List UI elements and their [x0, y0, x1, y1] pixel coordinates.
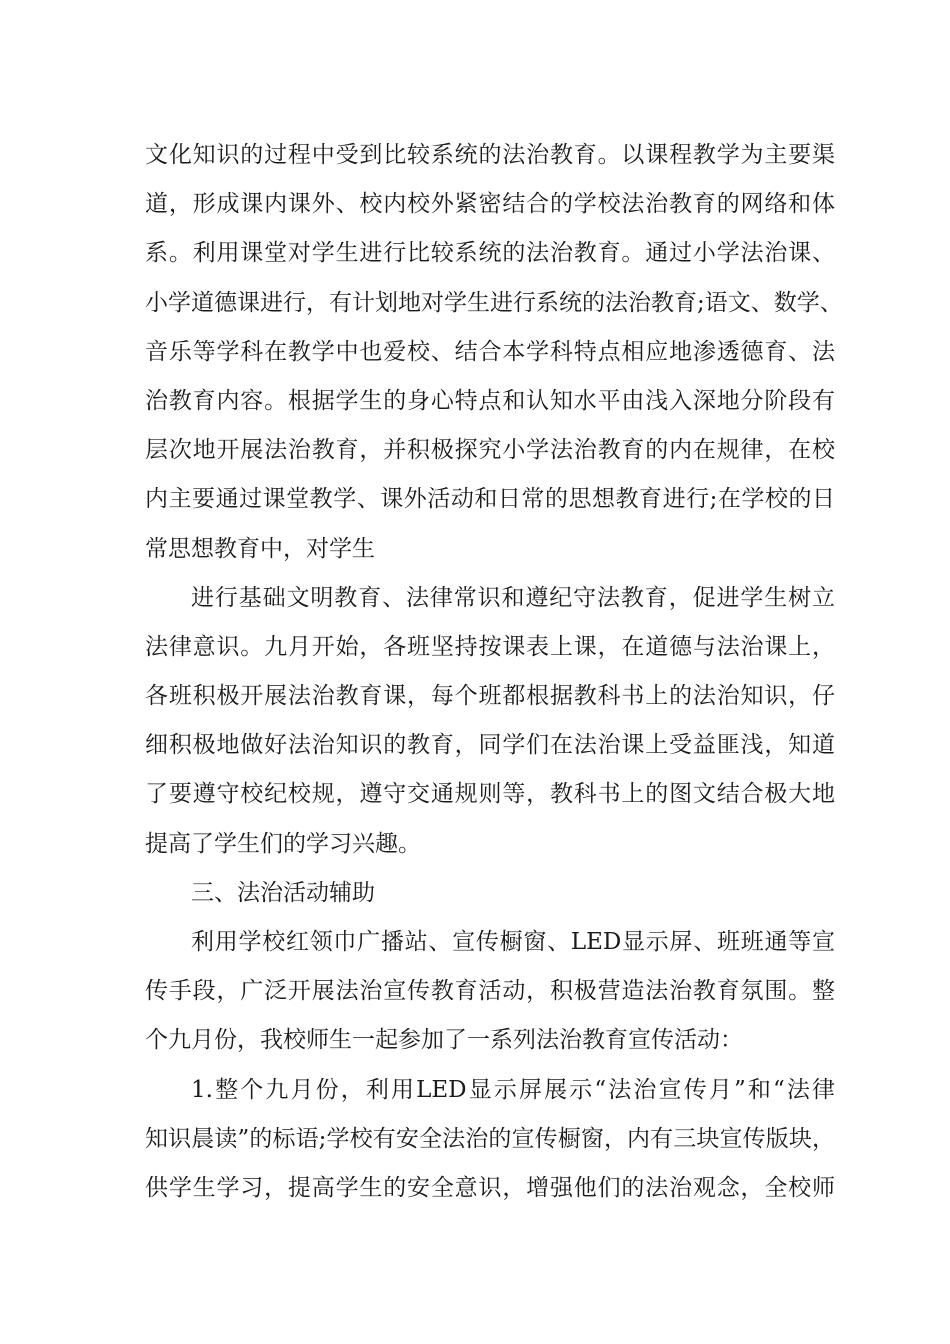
text-line: 进行基础文明教育、法律常识和遵纪守法教育，促进学生树立	[191, 584, 835, 611]
paragraph-4	[145, 918, 835, 1066]
text-line: 了要遵守校纪校规，遵守交通规则等，教科书上的图文结合极大地	[145, 781, 835, 808]
text-line: 供学生学习，提高学生的安全意识，增强他们的法治观念，全校师	[145, 1174, 835, 1201]
text-line: 法律意识。九月开始，各班坚持按课表上课，在道德与法治课上，	[145, 633, 835, 660]
text-line: 细积极地做好法治知识的教育，同学们在法治课上受益匪浅，知道	[145, 732, 835, 759]
text-line: 治教育内容。根据学生的身心特点和认知水平由浅入深地分阶段有	[145, 387, 835, 414]
section-heading	[145, 869, 835, 918]
text-line: 文化知识的过程中受到比较系统的法治教育。以课程教学为主要渠	[145, 142, 835, 168]
text-line: 1.整个九月份，利用LED显示屏展示“法治宣传月”和“法律	[191, 1076, 835, 1103]
text-line: 内主要通过课堂教学、课外活动和日常的思想教育进行;在学校的日	[145, 486, 835, 513]
text-line: 各班积极开展法治教育课，每个班都根据教科书上的法治知识，仔	[145, 683, 835, 710]
paragraph-1	[145, 131, 843, 574]
text-line: 传手段，广泛开展法治宣传教育活动，积极营造法治教育氛围。整	[145, 978, 835, 1005]
text-line: 个九月份，我校师生一起参加了一系列法治教育宣传活动：	[145, 1027, 743, 1054]
heading-line: 三、法治活动辅助	[191, 879, 375, 906]
text-line: 道，形成课内课外、校内校外紧密结合的学校法治教育的网络和体	[145, 191, 835, 218]
paragraph-2	[145, 574, 835, 869]
paragraph-5	[145, 1066, 835, 1214]
text-line: 系。利用课堂对学生进行比较系统的法治教育。通过小学法治课、	[145, 240, 835, 267]
text-line: 层次地开展法治教育，并积极探究小学法治教育的内在规律，在校	[145, 437, 835, 464]
text-line: 利用学校红领巾广播站、宣传橱窗、LED显示屏、班班通等宣	[191, 929, 835, 955]
text-line: 常思想教育中，对学生	[145, 535, 375, 562]
document-body	[145, 131, 843, 1213]
text-line: 音乐等学科在教学中也爱校、结合本学科特点相应地渗透德育、法	[145, 338, 835, 365]
text-line: 知识晨读”的标语;学校有安全法治的宣传橱窗，内有三块宣传版块，	[145, 1125, 835, 1152]
text-line: 小学道德课进行，有计划地对学生进行系统的法治教育;语文、数学、	[145, 289, 843, 316]
text-line: 提高了学生们的学习兴趣。	[145, 830, 421, 857]
